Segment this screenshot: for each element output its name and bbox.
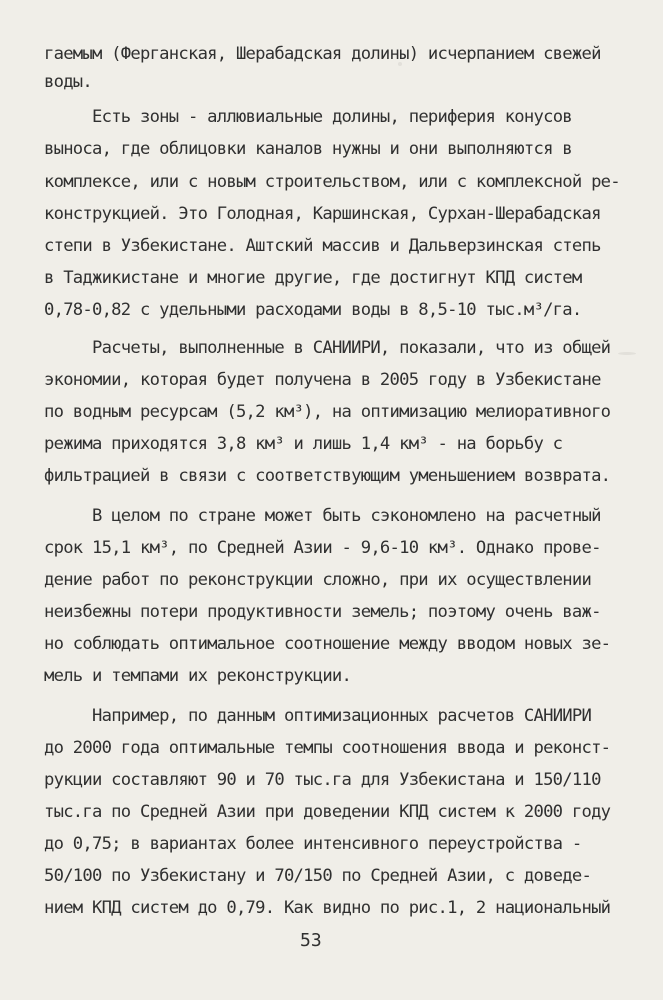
text-line: тыс.га по Средней Азии при доведении КПД систем к 2000 году xyxy=(44,802,611,822)
text-line: в Таджикистане и многие другие, где достигнут КПД систем xyxy=(44,268,582,288)
text-line: нием КПД систем до 0,79. Как видно по рис.1, 2 национальный xyxy=(44,898,611,918)
text-line: 0,78-0,82 с удельными расходами воды в 8,5-10 тыс.м³/га. xyxy=(44,300,582,320)
text-line: экономии, которая будет получена в 2005 году в Узбекистане xyxy=(44,370,601,390)
text-line: режима приходятся 3,8 км³ и лишь 1,4 км³ - на борьбу с xyxy=(44,434,563,454)
text-line: комплексе, или с новым строительством, или с комплексной ре- xyxy=(44,172,620,192)
text-line: гаемым (Ферганская, Шерабадская долины) исчерпанием свежей xyxy=(44,44,601,64)
text-line: до 2000 года оптимальные темпы соотношения ввода и реконст- xyxy=(44,738,611,758)
page-number: 53 xyxy=(300,930,322,951)
text-line: выноса, где облицовки каналов нужны и они выполняются в xyxy=(44,139,572,159)
text-line: срок 15,1 км³, по Средней Азии - 9,6-10 км³. Однако прове- xyxy=(44,538,601,558)
text-line: конструкцией. Это Голодная, Каршинская, Сурхан-Шерабадская xyxy=(44,204,601,224)
text-line: но соблюдать оптимальное соотношение между вводом новых зе- xyxy=(44,634,611,654)
text-line: неизбежны потери продуктивности земель; поэтому очень важ- xyxy=(44,602,601,622)
text-line: до 0,75; в вариантах более интенсивного переустройства - xyxy=(44,834,582,854)
text-line: воды. xyxy=(44,72,92,92)
text-line: Например, по данным оптимизационных расчетов САНИИРИ xyxy=(92,706,592,726)
text-line: мель и темпами их реконструкции. xyxy=(44,666,352,686)
text-line: фильтрацией в связи с соответствующим уменьшением возврата. xyxy=(44,466,611,486)
text-line: рукции составляют 90 и 70 тыс.га для Узбекистана и 150/110 xyxy=(44,770,601,790)
text-line: степи в Узбекистане. Аштский массив и Дальверзинская степь xyxy=(44,236,601,256)
text-line: по водным ресурсам (5,2 км³), на оптимизацию мелиоративного xyxy=(44,402,611,422)
text-line: В целом по стране может быть сэкономлено на расчетный xyxy=(92,506,601,526)
text-line: дение работ по реконструкции сложно, при их осуществлении xyxy=(44,570,592,590)
paper-speck xyxy=(618,352,636,355)
paper-speck xyxy=(398,62,402,66)
text-line: Расчеты, выполненные в САНИИРИ, показали, что из общей xyxy=(92,338,611,358)
text-line: Есть зоны - аллювиальные долины, периферия конусов xyxy=(92,107,572,127)
text-line: 50/100 по Узбекистану и 70/150 по Средней Азии, с доведе- xyxy=(44,866,592,886)
